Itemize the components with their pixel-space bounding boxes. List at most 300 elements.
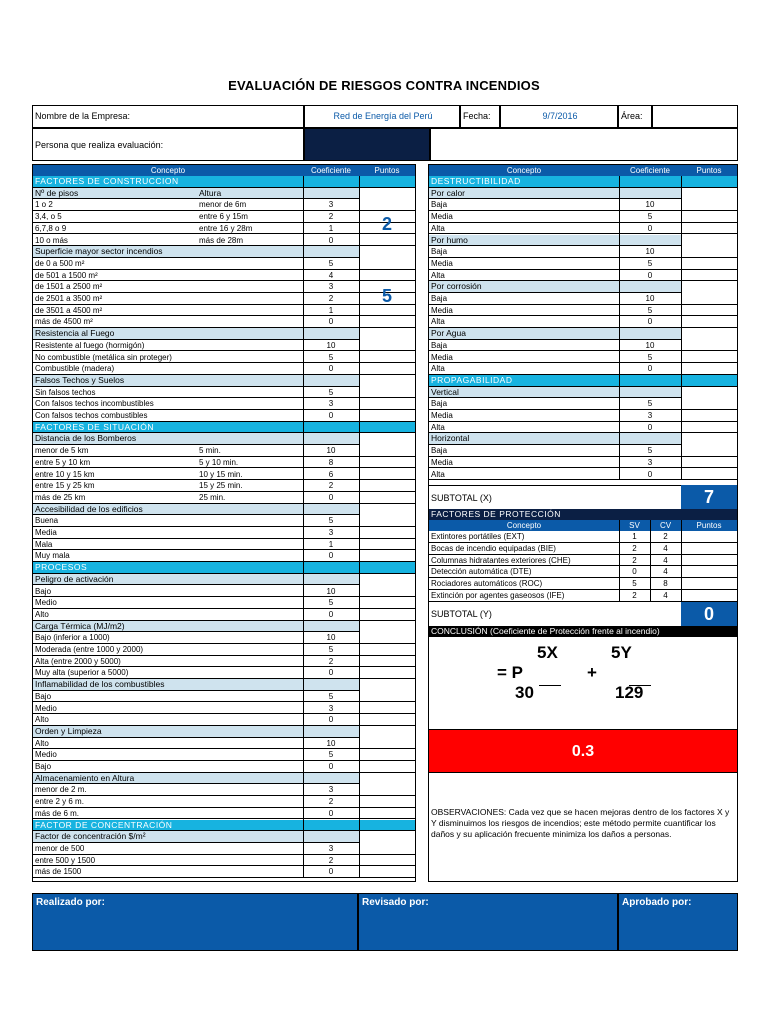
left-row-label: Bajo bbox=[35, 762, 52, 771]
left-row-coef[interactable]: 0 bbox=[328, 808, 334, 818]
left-row-label2: 25 min. bbox=[199, 492, 226, 502]
prot-label: Extintores portátiles (EXT) bbox=[431, 532, 525, 541]
left-row-label: FACTORES DE CONSTRUCCION bbox=[35, 176, 179, 186]
right-row bbox=[429, 457, 737, 469]
left-row-label2: Altura bbox=[199, 187, 222, 198]
left-row-coef[interactable]: 1 bbox=[328, 223, 334, 233]
left-row-label: Moderada (entre 1000 y 2000) bbox=[35, 645, 144, 654]
left-row-label: de 1501 a 2500 m² bbox=[35, 282, 103, 292]
persona-value[interactable] bbox=[304, 128, 430, 161]
left-row-label: Resistente al fuego (hormigón) bbox=[35, 340, 145, 350]
left-row bbox=[33, 387, 415, 399]
right-row bbox=[429, 199, 737, 211]
left-row-label: Con falsos techos incombustibles bbox=[35, 399, 154, 409]
prot-col-sv: SV bbox=[619, 520, 650, 531]
right-row-coef[interactable]: 5 bbox=[647, 399, 653, 409]
left-row bbox=[33, 211, 415, 223]
right-row bbox=[429, 398, 737, 410]
left-row-label: 10 o más bbox=[35, 235, 68, 245]
right-row bbox=[429, 235, 681, 247]
persona-extra bbox=[430, 128, 738, 161]
left-row-label: No combustible (metálica sin proteger) bbox=[35, 352, 172, 362]
right-row-coef[interactable]: 10 bbox=[645, 200, 655, 210]
right-row bbox=[429, 281, 681, 293]
prot-grid-line bbox=[681, 520, 682, 602]
left-row bbox=[33, 293, 415, 305]
left-row-coef[interactable]: 5 bbox=[328, 691, 334, 701]
left-row-label: Bajo bbox=[35, 586, 52, 596]
left-table bbox=[32, 164, 416, 882]
left-row-coef[interactable]: 5 bbox=[328, 516, 334, 526]
left-row-coef[interactable]: 10 bbox=[326, 738, 336, 748]
right-row-coef[interactable]: 0 bbox=[647, 223, 653, 233]
left-row-label: Distancia de los Bomberos bbox=[35, 433, 137, 444]
aprobado-por[interactable]: Aprobado por: bbox=[618, 893, 738, 951]
left-row bbox=[33, 176, 415, 188]
prot-label: Detección automática (DTE) bbox=[431, 567, 532, 577]
left-row-label: Carga Térmica (MJ/m2) bbox=[35, 620, 125, 631]
left-row-coef[interactable]: 3 bbox=[328, 528, 334, 537]
left-row-label: Inflamabilidad de los combustibles bbox=[35, 679, 165, 690]
prot-sv[interactable]: 1 bbox=[632, 532, 637, 541]
left-row-coef[interactable]: 2 bbox=[328, 294, 334, 303]
right-row-label: Vertical bbox=[431, 386, 459, 397]
left-row-label: más de 25 km bbox=[35, 492, 86, 502]
left-row bbox=[33, 808, 415, 820]
conclusion-title: CONCLUSIÓN (Coeficiente de Protección frente al incendio) bbox=[429, 626, 737, 637]
right-row-coef[interactable]: 0 bbox=[647, 364, 653, 374]
prot-cv[interactable]: 2 bbox=[663, 532, 668, 541]
right-col-puntos: Puntos bbox=[681, 165, 737, 176]
formula-x: 5X bbox=[537, 643, 558, 662]
left-row-label: más de 4500 m² bbox=[35, 317, 93, 327]
right-row-label: Baja bbox=[431, 200, 448, 210]
realizado-por[interactable]: Realizado por: bbox=[32, 893, 358, 951]
left-row-label: Bajo (inferior a 1000) bbox=[35, 633, 110, 643]
left-row-coef[interactable]: 2 bbox=[328, 656, 334, 666]
left-row-label2: más de 28m bbox=[199, 235, 244, 245]
left-row bbox=[33, 761, 415, 773]
prot-label: Columnas hidratantes exteriores (CHE) bbox=[431, 555, 571, 565]
left-row-label: de 501 a 1500 m² bbox=[35, 270, 98, 280]
left-row bbox=[33, 714, 415, 726]
prot-label: Extinción por agentes gaseosos (IFE) bbox=[431, 591, 565, 600]
subtotal-y-label: SUBTOTAL (Y) bbox=[431, 609, 492, 619]
empresa-value[interactable]: Red de Energía del Perú bbox=[304, 105, 460, 128]
left-row bbox=[33, 352, 415, 364]
left-row-coef[interactable]: 0 bbox=[328, 235, 334, 245]
prot-col-puntos: Puntos bbox=[681, 520, 737, 531]
left-row-label: Con falsos techos combustibles bbox=[35, 411, 148, 420]
formula-d1: 30 bbox=[515, 683, 534, 702]
right-row-coef[interactable]: 0 bbox=[647, 317, 653, 327]
right-row-coef[interactable]: 3 bbox=[647, 411, 653, 420]
left-row-coef[interactable]: 0 bbox=[328, 411, 334, 420]
left-row-label: Alto bbox=[35, 715, 49, 725]
left-row-label: Bajo bbox=[35, 691, 52, 701]
left-row-label2: menor de 6m bbox=[199, 200, 247, 210]
prot-grid-line bbox=[650, 520, 651, 602]
left-row bbox=[33, 433, 359, 445]
left-row-label: entre 2 y 6 m. bbox=[35, 797, 84, 807]
left-row-coef[interactable]: 5 bbox=[328, 750, 334, 760]
left-row-label: FACTORES DE SITUACIÓN bbox=[35, 421, 154, 432]
right-row-label: Alta bbox=[431, 469, 445, 479]
right-row bbox=[429, 469, 737, 481]
formula-d2: 129 bbox=[615, 683, 644, 702]
right-row-label: Baja bbox=[431, 294, 448, 303]
left-row-label: Falsos Techos y Suelos bbox=[35, 374, 125, 385]
left-row-label: Medio bbox=[35, 750, 57, 760]
right-row bbox=[429, 352, 737, 364]
right-row-coef[interactable]: 5 bbox=[647, 352, 653, 362]
right-row-label: Media bbox=[431, 258, 453, 268]
left-row-label: Mala bbox=[35, 539, 53, 549]
right-row bbox=[429, 340, 737, 352]
prot-cv[interactable]: 4 bbox=[663, 591, 668, 600]
left-row bbox=[33, 773, 359, 785]
right-row-label: DESTRUCTIBILIDAD bbox=[431, 176, 521, 186]
left-row-coef[interactable]: 10 bbox=[326, 586, 336, 596]
right-row bbox=[429, 211, 737, 223]
left-row-coef[interactable]: 0 bbox=[328, 609, 334, 619]
left-row bbox=[33, 796, 415, 808]
right-row-label: Alta bbox=[431, 364, 445, 374]
fecha-value[interactable]: 9/7/2016 bbox=[500, 105, 618, 128]
left-grid-line bbox=[303, 176, 304, 878]
left-row bbox=[33, 691, 415, 703]
prot-sv[interactable]: 2 bbox=[632, 591, 637, 600]
left-row bbox=[33, 550, 415, 562]
left-row-label: entre 15 y 25 km bbox=[35, 481, 95, 491]
formula-line-1 bbox=[539, 685, 561, 686]
left-row-label: FACTOR DE CONCENTRACIÓN bbox=[35, 819, 173, 830]
left-row-coef[interactable]: 8 bbox=[328, 457, 334, 467]
right-row-coef[interactable]: 5 bbox=[647, 258, 653, 268]
right-row bbox=[429, 223, 737, 235]
prot-row bbox=[429, 590, 737, 602]
right-row bbox=[429, 433, 681, 445]
left-row-label: 6,7,8 o 9 bbox=[35, 223, 67, 233]
prot-label: Rociadores automáticos (ROC) bbox=[431, 579, 543, 589]
left-row-coef[interactable]: 3 bbox=[328, 399, 334, 409]
left-row bbox=[33, 340, 415, 352]
left-row-label: Muy alta (superior a 5000) bbox=[35, 668, 129, 678]
left-row bbox=[33, 784, 415, 796]
left-row-coef[interactable]: 1 bbox=[328, 305, 334, 315]
left-row-coef[interactable]: 2 bbox=[328, 481, 334, 491]
left-row-coef[interactable]: 0 bbox=[328, 551, 334, 561]
left-row bbox=[33, 469, 415, 481]
left-row bbox=[33, 679, 359, 691]
left-row-coef[interactable]: 3 bbox=[328, 282, 334, 292]
right-row-coef[interactable]: 10 bbox=[645, 247, 655, 257]
left-row-label: 3,4, o 5 bbox=[35, 212, 62, 222]
left-row bbox=[33, 363, 415, 375]
left-row bbox=[33, 223, 415, 235]
right-row-label: Por humo bbox=[431, 234, 468, 245]
right-row-label: Baja bbox=[431, 340, 448, 350]
right-row-coef[interactable]: 10 bbox=[645, 340, 655, 350]
left-row-label: de 3501 a 4500 m² bbox=[35, 305, 103, 315]
left-row-coef[interactable]: 2 bbox=[328, 797, 334, 807]
left-row bbox=[33, 235, 415, 247]
left-row bbox=[33, 597, 415, 609]
left-row bbox=[33, 749, 415, 761]
left-row-label: menor de 5 km bbox=[35, 446, 89, 456]
left-row-coef[interactable]: 10 bbox=[326, 446, 336, 456]
left-row bbox=[33, 375, 359, 387]
prot-col-concepto: Concepto bbox=[429, 520, 619, 531]
revisado-por[interactable]: Revisado por: bbox=[358, 893, 618, 951]
left-row-coef[interactable]: 10 bbox=[326, 340, 336, 350]
right-row-coef[interactable]: 0 bbox=[647, 422, 653, 432]
left-row bbox=[33, 328, 359, 340]
left-row-coef[interactable]: 0 bbox=[328, 317, 334, 327]
right-row bbox=[429, 410, 737, 422]
left-row-coef[interactable]: 0 bbox=[328, 867, 334, 877]
left-row bbox=[33, 656, 415, 668]
left-row bbox=[33, 270, 415, 282]
prot-row bbox=[429, 578, 737, 590]
page-title: EVALUACIÓN DE RIESGOS CONTRA INCENDIOS bbox=[228, 78, 540, 93]
left-row-coef[interactable]: 0 bbox=[328, 492, 334, 502]
result-box: 0.3 bbox=[429, 729, 737, 773]
prot-cv[interactable]: 8 bbox=[663, 579, 668, 589]
left-row-coef[interactable]: 5 bbox=[328, 645, 334, 654]
left-row-label: Medio bbox=[35, 703, 57, 713]
left-row bbox=[33, 866, 415, 878]
left-row-coef[interactable]: 5 bbox=[328, 352, 334, 362]
left-row-coef[interactable]: 5 bbox=[328, 387, 334, 397]
prot-row bbox=[429, 543, 737, 555]
right-row bbox=[429, 422, 737, 434]
left-col-coef: Coeficiente bbox=[303, 165, 359, 176]
fecha-label: Fecha: bbox=[460, 105, 500, 128]
left-row bbox=[33, 445, 415, 457]
left-row-label: Factor de concentración $/m² bbox=[35, 831, 146, 842]
prot-col-cv: CV bbox=[650, 520, 681, 531]
left-row-coef[interactable]: 2 bbox=[328, 855, 334, 865]
left-row-coef[interactable]: 6 bbox=[328, 469, 334, 479]
left-row bbox=[33, 632, 415, 644]
right-col-coef: Coeficiente bbox=[619, 165, 681, 176]
left-row-label: Alto bbox=[35, 738, 49, 748]
proteccion-title: FACTORES DE PROTECCIÓN bbox=[429, 509, 737, 520]
prot-cv[interactable]: 4 bbox=[663, 567, 668, 577]
right-row-label: Alta bbox=[431, 422, 445, 432]
left-row-label: Buena bbox=[35, 516, 59, 526]
left-row-coef[interactable]: 0 bbox=[328, 364, 334, 374]
observaciones: OBSERVACIONES: Cada vez que se hacen mejoras dentro de los factores X y Y disminuimos los riesgos de incendios; este método permite cuantificar los daños y su aplicación frecuente minimiza los daños a personas. bbox=[431, 807, 730, 839]
empresa-label: Nombre de la Empresa: bbox=[32, 105, 304, 128]
left-row-label: PROCESOS bbox=[35, 562, 88, 573]
left-row-coef[interactable]: 0 bbox=[328, 668, 334, 678]
left-row-label2: 15 y 25 min. bbox=[199, 481, 243, 491]
left-row-label: entre 10 y 15 km bbox=[35, 469, 95, 479]
right-row bbox=[429, 305, 737, 317]
area-label: Área: bbox=[618, 105, 652, 128]
left-row bbox=[33, 316, 415, 328]
left-row bbox=[33, 527, 415, 539]
header-block bbox=[32, 105, 738, 161]
left-row-coef[interactable]: 5 bbox=[328, 258, 334, 268]
left-row-label: Nº de pisos bbox=[35, 187, 79, 198]
left-row-label: más de 1500 bbox=[35, 867, 82, 877]
left-row-label: Superficie mayor sector incendios bbox=[35, 246, 163, 257]
right-row-label: Por Agua bbox=[431, 328, 466, 339]
right-row-label: Por corrosión bbox=[431, 281, 482, 292]
prot-cv[interactable]: 4 bbox=[663, 555, 668, 565]
prot-row bbox=[429, 555, 737, 567]
left-row bbox=[33, 305, 415, 317]
left-row-label: Alta (entre 2000 y 5000) bbox=[35, 656, 121, 666]
left-row-label: entre 500 y 1500 bbox=[35, 855, 96, 865]
left-row-coef[interactable]: 1 bbox=[328, 539, 334, 549]
subtotal-y-value: 0 bbox=[681, 602, 737, 626]
left-row-coef[interactable]: 5 bbox=[328, 598, 334, 608]
prot-label: Bocas de incendio equipadas (BIE) bbox=[431, 543, 556, 553]
left-row-coef[interactable]: 3 bbox=[328, 843, 334, 853]
left-row bbox=[33, 422, 415, 434]
prot-row bbox=[429, 566, 737, 578]
right-row bbox=[429, 363, 737, 375]
right-row-label: Media bbox=[431, 212, 453, 222]
area-value[interactable] bbox=[652, 105, 738, 128]
left-row-label: Accesibilidad de los edificios bbox=[35, 503, 143, 514]
left-row-label: Orden y Limpieza bbox=[35, 725, 102, 736]
left-row bbox=[33, 410, 415, 422]
left-row-coef[interactable]: 0 bbox=[328, 762, 334, 771]
formula-line-2 bbox=[629, 685, 651, 686]
left-row bbox=[33, 398, 415, 410]
left-row bbox=[33, 855, 415, 867]
right-row-label: Alta bbox=[431, 223, 445, 233]
left-row-label: menor de 500 bbox=[35, 843, 85, 853]
points-pisos: 2 bbox=[381, 214, 392, 234]
left-row bbox=[33, 515, 415, 527]
prot-sv[interactable]: 2 bbox=[632, 543, 637, 553]
left-row-label: Almacenamiento en Altura bbox=[35, 772, 135, 783]
right-row-label: Media bbox=[431, 352, 453, 362]
right-row-label: PROPAGABILIDAD bbox=[431, 374, 513, 385]
left-row bbox=[33, 738, 415, 750]
points-superficie: 5 bbox=[381, 286, 392, 306]
right-row-label: Media bbox=[431, 305, 453, 315]
right-row-label: Por calor bbox=[431, 187, 466, 198]
left-row-coef[interactable]: 3 bbox=[328, 703, 334, 713]
left-row-label: Resistencia al Fuego bbox=[35, 328, 115, 339]
left-row-label: Muy mala bbox=[35, 551, 70, 561]
left-row-label2: entre 6 y 15m bbox=[199, 212, 248, 222]
right-row-coef[interactable]: 3 bbox=[647, 457, 653, 467]
left-row bbox=[33, 609, 415, 621]
formula-p: = P bbox=[497, 663, 523, 682]
right-row-label: Horizontal bbox=[431, 433, 470, 444]
left-row-coef[interactable]: 3 bbox=[328, 785, 334, 795]
left-row-label: Peligro de activación bbox=[35, 573, 114, 584]
right-row bbox=[429, 328, 681, 340]
subtotal-x-value: 7 bbox=[681, 485, 737, 509]
subtotal-x-label: SUBTOTAL (X) bbox=[429, 485, 681, 509]
right-row bbox=[429, 270, 737, 282]
right-row-label: Media bbox=[431, 457, 453, 467]
right-row bbox=[429, 293, 737, 305]
left-row-coef[interactable]: 4 bbox=[328, 270, 334, 280]
left-row bbox=[33, 504, 359, 516]
left-row-label: Alto bbox=[35, 609, 49, 619]
left-row bbox=[33, 188, 359, 200]
left-col-concepto: Concepto bbox=[33, 165, 303, 176]
prot-grid-line bbox=[619, 520, 620, 602]
right-row-coef[interactable]: 0 bbox=[647, 469, 653, 479]
prot-cv[interactable]: 4 bbox=[663, 543, 668, 553]
prot-sv[interactable]: 2 bbox=[632, 555, 637, 565]
left-row-coef[interactable]: 2 bbox=[328, 212, 334, 222]
left-row bbox=[33, 281, 415, 293]
right-row-label: Baja bbox=[431, 399, 448, 409]
right-row-coef[interactable]: 0 bbox=[647, 270, 653, 280]
right-row-coef[interactable]: 5 bbox=[647, 305, 653, 315]
left-row bbox=[33, 457, 415, 469]
right-row bbox=[429, 387, 681, 399]
right-row-coef[interactable]: 5 bbox=[647, 446, 653, 456]
left-row bbox=[33, 258, 415, 270]
left-row bbox=[33, 820, 415, 832]
right-grid-line bbox=[619, 176, 620, 480]
formula-box bbox=[429, 637, 737, 729]
left-row-label: 1 o 2 bbox=[35, 200, 53, 210]
right-row bbox=[429, 176, 737, 188]
left-row bbox=[33, 843, 415, 855]
right-row-coef[interactable]: 10 bbox=[645, 294, 655, 303]
left-row bbox=[33, 644, 415, 656]
right-grid-line bbox=[681, 176, 682, 480]
left-row bbox=[33, 562, 415, 574]
left-row bbox=[33, 480, 415, 492]
right-row bbox=[429, 445, 737, 457]
left-row bbox=[33, 539, 415, 551]
left-row bbox=[33, 199, 415, 211]
left-row-label: menor de 2 m. bbox=[35, 785, 87, 795]
prot-row bbox=[429, 531, 737, 543]
left-row bbox=[33, 574, 359, 586]
left-row bbox=[33, 831, 359, 843]
right-row-label: Baja bbox=[431, 247, 448, 257]
prot-sv[interactable]: 0 bbox=[632, 567, 637, 577]
left-row-label: más de 6 m. bbox=[35, 808, 80, 818]
right-row bbox=[429, 316, 737, 328]
left-row-coef[interactable]: 0 bbox=[328, 715, 334, 725]
right-row-label: Media bbox=[431, 411, 453, 420]
formula-y: 5Y bbox=[611, 643, 632, 662]
left-row-label2: 5 min. bbox=[199, 446, 221, 456]
right-row-label: Alta bbox=[431, 317, 445, 327]
left-row-coef[interactable]: 3 bbox=[328, 200, 334, 210]
left-row-label2: entre 16 y 28m bbox=[199, 223, 253, 233]
right-row bbox=[429, 188, 681, 200]
prot-sv[interactable]: 5 bbox=[632, 579, 637, 589]
left-row-coef[interactable]: 10 bbox=[326, 633, 336, 643]
right-row-label: Baja bbox=[431, 446, 448, 456]
right-row-coef[interactable]: 5 bbox=[647, 212, 653, 222]
left-row bbox=[33, 246, 359, 258]
right-row bbox=[429, 246, 737, 258]
right-row-label: Alta bbox=[431, 270, 445, 280]
left-row bbox=[33, 586, 415, 598]
right-col-concepto: Concepto bbox=[429, 165, 619, 176]
left-row-label: entre 5 y 10 km bbox=[35, 457, 91, 467]
